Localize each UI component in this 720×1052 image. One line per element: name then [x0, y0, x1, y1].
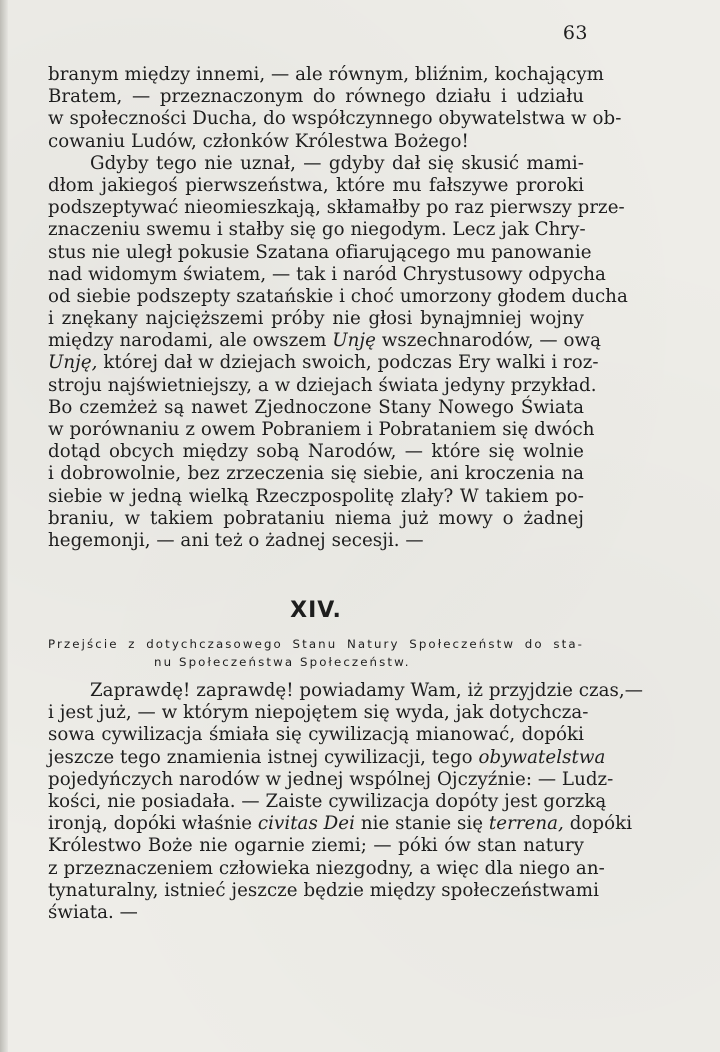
italic-text: Unję,	[48, 352, 98, 374]
text-line: znaczeniu swemu i stałby się go niegodym. Lecz jak Chry-	[48, 219, 586, 241]
text-line: sowa cywilizacja śmiała się cywilizacją mianować, dopóki	[48, 724, 584, 746]
page-binding-edge	[0, 0, 8, 1052]
text-run: między narodami, ale owszem	[48, 330, 327, 352]
chapter-title	[48, 635, 584, 671]
text-line-mixed	[48, 813, 633, 835]
text-line: dotąd obcych między sobą Narodów, — które się wolnie	[48, 441, 584, 463]
text-line-mixed	[48, 330, 602, 352]
text-line: Bo czemżeż są nawet Zjednoczone Stany Nowego Świata	[48, 396, 584, 418]
italic-text: obywatelstwa	[478, 746, 606, 768]
text-run: której dał w dziejach swoich, podczas Ery walki i roz-	[103, 352, 599, 374]
text-line: od siebie podszepty szatańskie i choć umorzony głodem ducha	[48, 285, 628, 307]
paragraph-block-1	[48, 64, 628, 552]
text-run: dopóki	[569, 813, 633, 835]
text-line: pojedyńczych narodów w jednej wspólnej Ojczyźnie: — Ludz-	[48, 768, 614, 790]
text-line: świata. —	[48, 901, 138, 923]
text-line: cowaniu Ludów, członków Królestwa Bożego!	[48, 130, 469, 152]
italic-text: civitas Dei	[257, 813, 355, 835]
text-line: i znękany najcięższemi próby nie głosi bynajmniej wojny	[48, 308, 584, 330]
text-line: tynaturalny, istnieć jeszcze będzie między społeczeństwami	[48, 879, 599, 901]
italic-text: Unję	[332, 330, 376, 352]
text-line-mixed	[48, 352, 599, 374]
text-line: braniu, w takiem pobrataniu niema już mowy o żadnej	[48, 507, 584, 529]
text-line: stroju najświetniejszy, a w dziejach świata jedyny przykład.	[48, 374, 597, 396]
text-line: Królestwo Boże nie ogarnie ziemi; — póki ów stan natury	[48, 835, 584, 857]
text-line: siebie w jedną wielką Rzeczpospolitę zlały? W takiem po-	[48, 485, 584, 507]
text-line: Zaprawdę! zaprawdę! powiadamy Wam, iż przyjdzie czas,—	[90, 680, 643, 701]
text-run: nie stanie się	[360, 813, 484, 835]
text-line: z przeznaczeniem człowieka niezgodny, a więc dla niego an-	[48, 857, 605, 879]
text-line: Bratem, — przeznaczonym do równego działu i udziału	[48, 86, 584, 108]
text-line: w porównaniu z owem Pobraniem i Pobrataniem się dwóch	[48, 419, 595, 440]
page-number: 63	[562, 22, 588, 44]
text-line-mixed	[48, 746, 606, 769]
text-run: jeszcze tego znamienia istnej cywilizacji, tego	[48, 746, 473, 768]
text-line: hegemonji, — ani też o żadnej secesji. —	[48, 529, 424, 551]
text-line: dłom jakiegoś pierwszeństwa, które mu fałszywe proroki	[48, 174, 584, 196]
paragraph-block-2	[48, 680, 643, 924]
chapter-title-line: nu Społeczeństwa Społeczeństw.	[154, 655, 411, 669]
text-line: i jest już, — w którym niepojętem się wyda, jak dotychcza-	[48, 702, 589, 724]
text-line: stus nie uległ pokusie Szatana ofiarującego mu panowanie	[48, 241, 592, 263]
chapter-number: XIV.	[290, 598, 342, 623]
chapter-title-line: Przejście z dotychczasowego Stanu Natury Społeczeństw do sta-	[48, 637, 584, 651]
text-line: nad widomym światem, — tak i naród Chrystusowy odpycha	[48, 263, 606, 285]
text-run: wszechnarodów, — ową	[381, 330, 602, 352]
text-line: podszeptywać nieomieszkają, skłamałby po raz pierwszy prze-	[48, 197, 625, 219]
text-line: Gdyby tego nie uznał, — gdyby dał się skusić mami-	[90, 152, 584, 174]
text-line: i dobrowolnie, bez zrzeczenia się siebie, ani kroczenia na	[48, 463, 584, 485]
italic-text: terrena,	[488, 813, 564, 835]
text-line: branym między innemi, — ale równym, bliźnim, kochającym	[48, 64, 604, 85]
text-line: kości, nie posiadała. — Zaiste cywilizacja dopóty jest gorzką	[48, 790, 607, 812]
text-line: w społeczności Ducha, do współczynnego obywatelstwa w ob-	[48, 108, 622, 130]
text-run: ironją, dopóki właśnie	[48, 813, 253, 835]
